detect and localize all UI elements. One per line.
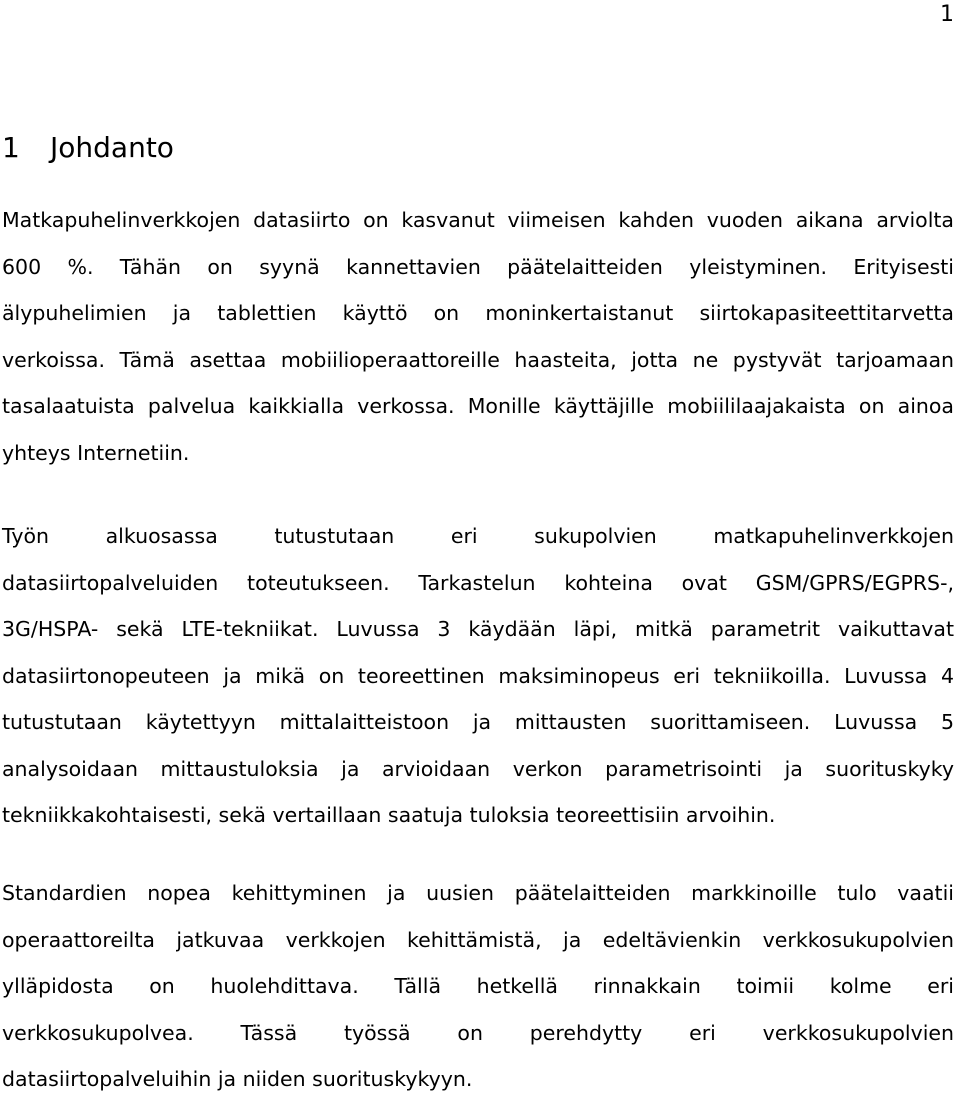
paragraph-line: 3G/HSPA- sekä LTE-tekniikat. Luvussa 3 käydään läpi, mitkä parametrit vaikuttavat [2,617,954,641]
paragraph-line: datasiirtopalveluihin ja niiden suorituskykyyn. [2,1067,473,1091]
paragraph-line: operaattoreilta jatkuvaa verkkojen kehittämistä, ja edeltävienkin verkkosukupolvien [2,927,954,952]
page-number: 1 [940,2,954,27]
paragraph-line: Standardien nopea kehittyminen ja uusien päätelaitteiden markkinoille tulo vaatii [2,881,954,905]
paragraph-line: 600 %. Tähän on syynä kannettavien päätelaitteiden yleistyminen. Erityisesti [2,254,954,279]
paragraph-line: yhteys Internetiin. [2,440,190,465]
paragraph-line: verkkosukupolvea. Tässä työssä on perehdytty eri verkkosukupolvien [2,1020,954,1045]
paragraph-line: tekniikkakohtaisesti, sekä vertaillaan saatuja tuloksia teoreettisiin arvoihin. [2,803,776,827]
paragraph-line: tasalaatuista palvelua kaikkialla verkossa. Monille käyttäjille mobiililaajakaista on ainoa [2,394,954,418]
paragraph-line: datasiirtonopeuteen ja mikä on teoreettinen maksiminopeus eri tekniikoilla. Luvussa 4 [2,663,954,688]
paragraph-line: ylläpidosta on huolehdittava. Tällä hetkellä rinnakkain toimii kolme eri [2,974,954,998]
paragraph-line: tutustutaan käytettyyn mittalaitteistoon ja mittausten suorittamiseen. Luvussa 5 [2,710,954,734]
paragraph-line: älypuhelimien ja tablettien käyttö on moninkertaistanut siirtokapasiteettitarvetta [2,301,954,325]
paragraph-line: datasiirtopalveluiden toteutukseen. Tarkastelun kohteina ovat GSM/GPRS/EGPRS-, [2,570,954,595]
paragraph-standards [2,870,954,1103]
paragraph-line: verkoissa. Tämä asettaa mobiilioperaattoreille haasteita, jotta ne pystyvät tarjoamaan [2,347,954,372]
chapter-heading [2,130,174,166]
chapter-number: 1 [2,131,20,164]
chapter-title: Johdanto [50,131,174,164]
paragraph-line: Työn alkuosassa tutustutaan eri sukupolvien matkapuhelinverkkojen [2,524,954,548]
paragraph-structure [2,513,954,839]
paragraph-line: Matkapuhelinverkkojen datasiirto on kasvanut viimeisen kahden vuoden aikana arviolta [2,208,954,232]
paragraph-introduction [2,197,954,476]
paragraph-line: analysoidaan mittaustuloksia ja arvioidaan verkon parametrisointi ja suorituskyky [2,756,954,781]
